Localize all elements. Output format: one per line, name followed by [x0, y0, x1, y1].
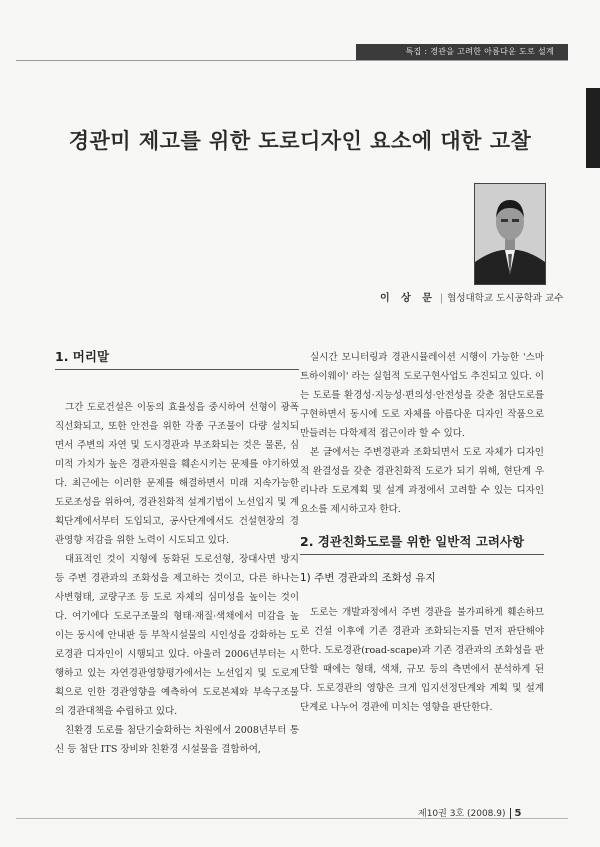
left-column: [55, 348, 299, 759]
author-name: 이 상 문: [380, 293, 436, 304]
page-footer: [418, 806, 521, 819]
author-photo: [474, 183, 546, 285]
byline-separator: |: [439, 293, 444, 304]
section-heading-2: 2. 경관친화도로를 위한 일반적 고려사항: [300, 533, 544, 555]
right-column: [300, 348, 544, 717]
intro-paragraph: 친환경 도로를 첨단기술화하는 차원에서 2008년부터 통신 등 첨단 ITS 장비와 친환경 시설물을 결합하여,: [55, 725, 299, 755]
section-label: 특집 : 경관을 고려한 아름다운 도로 설계: [405, 47, 554, 56]
body-paragraph: 실시간 모니터링과 경관시뮬레이션 시행이 가능한 '스마트하이웨이' 라는 실험적 도로구현사업도 추진되고 있다. 이는 도로를 환경성·지능성·편의성·안전성을 갖춘 첨단도로를 구현하면서 동시에 도로 자체를 아름다운 디자인 작품으로 만들려는 다학제적 접근이라 할 수 있다.: [300, 352, 544, 439]
header-divider: [16, 60, 568, 61]
author-affiliation: 협성대학교 도시공학과 교수: [447, 293, 564, 304]
body-paragraph: 본 글에서는 주변경관과 조화되면서 도로 자체가 디자인적 완결성을 갖춘 경관친화적 도로가 되기 위해, 현단계 우리나라 도로계획 및 설계 과정에서 고려할 수 있는 디자인요소를 제시하고자 한다.: [300, 447, 544, 515]
author-byline: [380, 289, 564, 304]
author-portrait-image: [475, 184, 545, 284]
intro-paragraph: 대표적인 것이 지형에 동화된 도로선형, 장대사면 방지 등 주변 경관과의 조화성을 제고하는 것이고, 다른 하나는 사변형태, 교량구조 등 도로 자체의 심미성을 높이는 것이다. 여기에다 도로구조물의 형태·재질·색채에서 미감을 높이는 동시에 안내판 등 부착시설물의 시인성을 강화하는 도로경관 디자인이 시행되고 있다. 아울러 2006년부터는 시행하고 있는 자연경관영향평가에서는 노선입지 및 도로계획으로 인한 경관영향을 예측하여 도로본체와 부속구조물의 경관대책을 수립하고 있다.: [55, 554, 299, 717]
intro-paragraph: 그간 도로건설은 이동의 효율성을 중시하여 선형이 광폭 직선화되고, 또한 안전을 위한 각종 구조물이 다량 설치되면서 주변의 자연 및 도시경관과 부조화되는 것은 물론, 심미적 가치가 높은 경관자원을 훼손시키는 문제를 야기하였다. 최근에는 이러한 문제를 해결하면서 미래 지속가능한 도로조성을 위하여, 경관친화적 설계기법이 노선입지 및 계획단계에서부터 도입되고, 공사단계에서도 건설현장의 경관영향 저감을 위한 노력이 시도되고 있다.: [55, 402, 299, 546]
page-number: 5: [510, 808, 522, 819]
section-heading-intro: 1. 머리말: [55, 348, 299, 370]
issue-info: 제10권 3호 (2008.9): [418, 809, 506, 819]
body-paragraph: 도로는 개발과정에서 주변 경관을 불가피하게 훼손하므로 건설 이후에 기존 경관과 조화되는지를 먼저 판단해야 한다. 도로경관(road-scape)과 기존 경관과의 조화성을 판단할 때에는 형태, 색채, 규모 등의 측면에서 분석하게 된다. 도로경관의 영향은 크게 입지선정단계와 계획 및 설계단계로 나누어 경관에 미치는 영향을 판단한다.: [300, 607, 544, 713]
spacer: [55, 384, 299, 398]
article-title: 경관미 제고를 위한 도로디자인 요소에 대한 고찰: [68, 129, 532, 153]
subsection-heading-2-1: 1) 주변 경관과의 조화성 유지: [300, 572, 436, 584]
section-header-bar: [356, 44, 568, 60]
